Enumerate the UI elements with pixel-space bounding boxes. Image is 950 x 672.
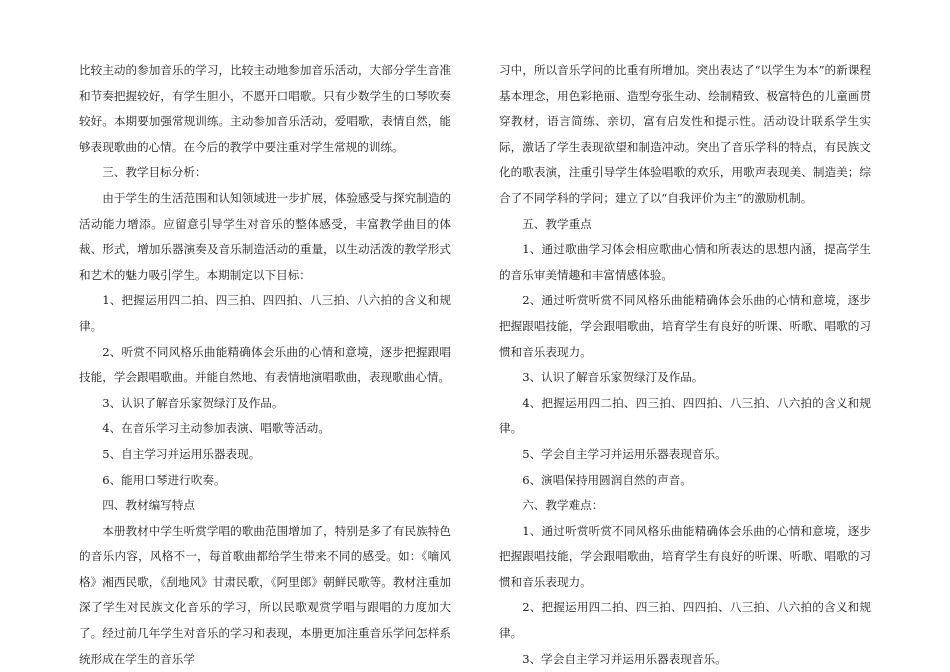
key-point-item: 1、通过歌曲学习体会相应歌曲心情和所表达的思想内涵，提高学生的音乐审美情趣和丰富情感体验。 xyxy=(499,242,871,282)
key-point-item: 3、认识了解音乐家贺绿汀及作品。 xyxy=(522,370,704,385)
key-point-item: 4、把握运用四二拍、四三拍、四四拍、八三拍、八六拍的含义和规律。 xyxy=(499,395,871,436)
key-point-item: 5、学会自主学习并运用乐器表现音乐。 xyxy=(522,446,727,461)
goal-item: 2、听赏不同风格乐曲能精确体会乐曲的心情和意境，逐步把握跟唱技能，学会跟唱歌曲。并能自然地、有表情地演唱歌曲，表现歌曲心情。 xyxy=(79,344,451,385)
key-point-item: 2、通过听赏听赏不同风格乐曲能精确体会乐曲的心情和意境，逐步把握跟唱技能，学会跟唱歌曲，培育学生有良好的听课、听歌、唱歌的习惯和音乐表现力。 xyxy=(499,293,871,359)
paragraph-goal-analysis: 由于学生的生活范围和认知领域进一步扩展，体验感受与探究制造的活动能力增添。应留意引导学生对音乐的整体感受，丰富教学曲目的体裁、形式，增加乐器演奏及音乐制造活动的重量，以生动活泼的教学形式和艺术的魅力吸引学生。本期制定以下目标： xyxy=(79,190,451,282)
paragraph-continuation: 习中，所以音乐学问的比重有所增加。突出表达了“以学生为本”的新课程基本理念，用色彩艳丽、造型夸张生动、绘制精致、极富特色的儿童画贯穿教材，语言简练、亲切，富有启发性和提示性。活动设计联系学生实际，激话了学生表现欲望和制造冲动。突出了音乐学科的特点，有民族文化的歌表演，注重引导学生体验唱歌的欢乐，用歌声表现美、制造美；综合了不同学科的学问；建立了以“自我评价为主”的激励机制。 xyxy=(499,63,871,205)
section-heading-teaching-goals: 三、教学目标分析： xyxy=(102,165,207,180)
paragraph-continuation: 比较主动的参加音乐的学习，比较主动地参加音乐活动，大部分学生音准和节奏把握较好，有学生胆小，不愿开口唱歌。只有少数学生的口琴吹奏较好。本期要加强常规训练。主动参加音乐活动，爱唱歌，表情自然，能够表现歌曲的心情。在今后的教学中要注重对学生常规的训练。 xyxy=(79,63,451,154)
goal-item: 1、把握运用四二拍、四三拍、四四拍、八三拍、八六拍的含义和规律。 xyxy=(79,293,451,333)
goal-item: 4、在音乐学习主动参加表演、唱歌等活动。 xyxy=(102,421,330,436)
right-column xyxy=(499,58,871,672)
difficulty-item: 3、学会自主学习并运用乐器表现音乐。 xyxy=(522,651,727,666)
goal-item: 6、能用口琴进行吹奏。 xyxy=(102,472,226,487)
difficulty-item: 1、通过听赏听赏不同风格乐曲能精确体会乐曲的心情和意境，逐步把握跟唱技能，学会跟唱歌曲，培育学生有良好的听课、听歌、唱歌的习惯和音乐表现力。 xyxy=(499,523,871,589)
goal-item: 3、认识了解音乐家贺绿汀及作品。 xyxy=(102,395,284,410)
key-point-item: 6、演唱保持用圆润自然的声音。 xyxy=(522,472,692,487)
section-heading-key-points: 五、教学重点 xyxy=(522,216,592,231)
left-column xyxy=(79,58,451,672)
section-heading-difficulties: 六、教学难点： xyxy=(522,498,604,513)
section-heading-textbook-features: 四、教材编写特点 xyxy=(102,498,195,513)
paragraph-textbook-features: 本册教材中学生听赏学唱的歌曲范围增加了，特别是多了有民族特色的音乐内容，风格不一，每首歌曲都给学生带来不同的感受。如：《嘀风格》湘西民歌，《刮地风》甘肃民歌，《阿里郎》朝鲜民歌等。教材注重加深了学生对民族文化音乐的学习，所以民歌观赏学唱与跟唱的力度加大了。经过前几年学生对音乐的学习和表现，本册更加注重音乐学问怎样系统形成在学生的音乐学 xyxy=(79,523,451,666)
goal-item: 5、自主学习并运用乐器表现。 xyxy=(102,446,261,461)
difficulty-item: 2、把握运用四二拍、四三拍、四四拍、八三拍、八六拍的含义和规律。 xyxy=(499,600,871,641)
